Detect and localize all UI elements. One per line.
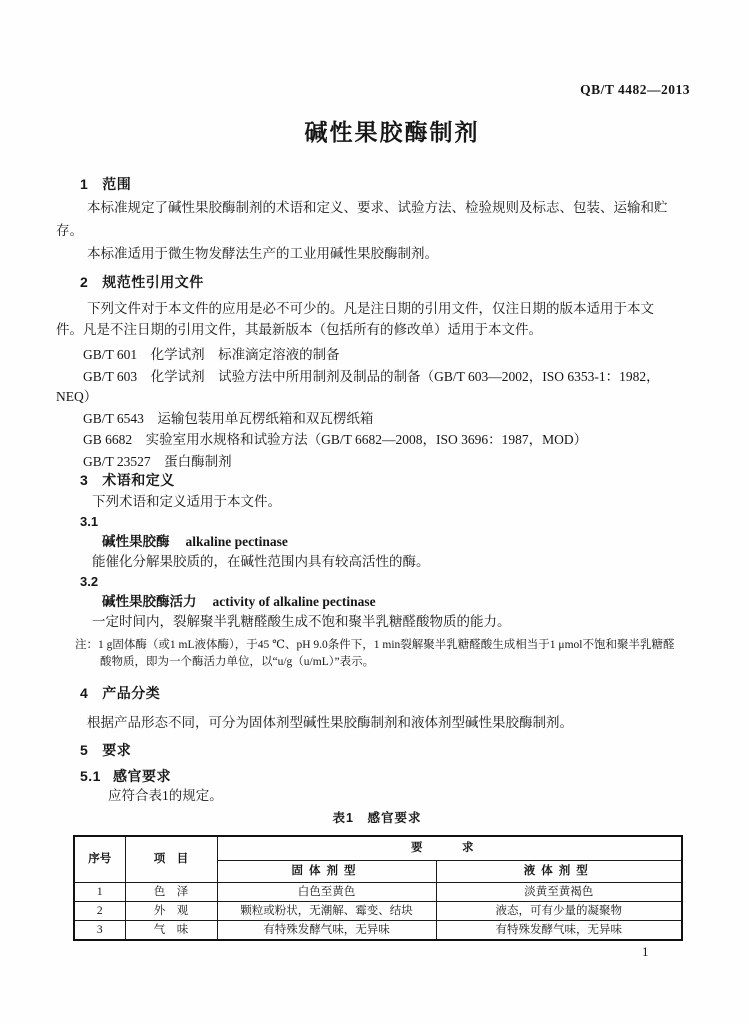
cell-solid: 有特殊发酵气味，无异味	[217, 921, 436, 941]
reference-item: GB/T 6543 运输包装用单瓦楞纸箱和双瓦楞纸箱	[83, 410, 374, 426]
section-heading-terms	[80, 470, 692, 490]
table1-block	[56, 808, 668, 941]
section-title: 产品分类	[102, 685, 161, 701]
cell-index: 3	[74, 921, 125, 941]
reference-item: GB/T 601 化学试剂 标准滴定溶液的制备	[83, 347, 340, 362]
section-title: 术语和定义	[102, 472, 175, 488]
term-number: 3.2	[80, 574, 99, 589]
section-number: 4	[80, 685, 89, 701]
page-number: 1	[642, 944, 649, 959]
term-entry	[102, 592, 668, 612]
section-title: 感官要求	[112, 768, 171, 784]
section-heading-normative	[80, 272, 692, 292]
section-number: 2	[80, 274, 89, 290]
section-number: 1	[80, 176, 89, 192]
section-title: 范围	[102, 176, 132, 192]
reference-item: GB 6682 实验室用水规格和试验方法（GB/T 6682—2008，ISO 3696：1987，MOD）	[83, 432, 588, 447]
reference-list	[56, 345, 668, 472]
paragraph: 下列文件对于本文件的应用是必不可少的。凡是注日期的引用文件，仅注日期的版本适用于本文件。凡是不注日期的引用文件，其最新版本（包括所有的修改单）适用于本文件。	[56, 301, 654, 337]
reference-item: GB/T 603 化学试剂 试验方法中所用制剂及制品的制备（GB/T 603—2002，ISO 6353-1：1982，NEQ）	[56, 368, 660, 404]
column-header-solid: 固体剂型	[217, 861, 436, 883]
cell-solid: 颗粒或粉状，无潮解、霉变、结块	[217, 902, 436, 921]
term-name-en: alkaline pectinase	[185, 534, 288, 549]
column-header-liquid: 液体剂型	[436, 861, 682, 883]
term-definition: 一定时间内，裂解聚半乳糖醛酸生成不饱和聚半乳糖醛酸物质的能力。	[92, 614, 511, 629]
doc-number: QB/T 4482—2013	[580, 82, 690, 97]
term-name-en: activity of alkaline pectinase	[212, 594, 376, 609]
table-row	[74, 883, 682, 902]
reference-item: GB/T 23527 蛋白酶制剂	[83, 453, 232, 469]
paragraph: 本标准规定了碱性果胶酶制剂的术语和定义、要求、试验方法、检验规则及标志、包装、运输和贮存。	[56, 200, 668, 238]
paragraph: 根据产品形态不同，可分为固体剂型碱性果胶酶制剂和液体剂型碱性果胶酶制剂。	[87, 715, 573, 730]
paragraph: 应符合表1的规定。	[108, 788, 223, 803]
term-definition: 能催化分解果胶质的，在碱性范围内具有较高活性的酶。	[92, 554, 430, 569]
cell-item: 色 泽	[125, 883, 217, 902]
table-row	[74, 902, 682, 921]
subsection-sensory-body	[56, 786, 668, 806]
term-number: 3.1	[80, 514, 99, 529]
sensory-requirements-table	[73, 835, 683, 941]
cell-index: 2	[74, 902, 125, 921]
section-number: 3	[80, 472, 89, 488]
table-row	[74, 921, 682, 941]
cell-item: 气 味	[125, 921, 217, 941]
term-name-cn: 碱性果胶酶活力	[102, 594, 197, 609]
section-heading-scope	[80, 174, 692, 194]
column-header-item: 项 目	[125, 836, 217, 883]
column-header-requirement: 要 求	[217, 836, 682, 861]
cell-item: 外 观	[125, 902, 217, 921]
term-entry	[102, 532, 668, 552]
cell-liquid: 有特殊发酵气味，无异味	[436, 921, 682, 941]
section-heading-classification	[80, 683, 692, 703]
section-terms-body	[56, 492, 675, 671]
cell-solid: 白色至黄色	[217, 883, 436, 902]
subsection-heading-sensory	[80, 766, 692, 786]
document-title: 碱性果胶酶制剂	[304, 119, 480, 145]
paragraph: 下列术语和定义适用于本文件。	[92, 494, 281, 509]
term-name-cn: 碱性果胶酶	[102, 534, 170, 549]
section-number: 5	[80, 742, 89, 758]
table-caption: 表1 感官要求	[332, 811, 422, 825]
column-header-index: 序号	[74, 836, 125, 883]
section-classification-body	[56, 712, 668, 735]
paragraph: 本标准适用于微生物发酵法生产的工业用碱性果胶酶制剂。	[87, 246, 438, 261]
section-title: 规范性引用文件	[102, 274, 204, 290]
section-normative-body	[56, 298, 668, 473]
term-note: 注：1 g固体酶（或1 mL液体酶），于45 ℃、pH 9.0条件下，1 min裂解聚半乳糖醛酸生成相当于1 μmol不饱和聚半乳糖醛酸物质，即为一个酶活力单位，以“u/g（u/mL）”表示。	[75, 639, 675, 668]
section-scope-body	[56, 197, 668, 266]
cell-liquid: 液态，可有少量的凝聚物	[436, 902, 682, 921]
cell-liquid: 淡黄至黄褐色	[436, 883, 682, 902]
cell-index: 1	[74, 883, 125, 902]
section-title: 要求	[102, 742, 132, 758]
section-number: 5.1	[80, 768, 101, 784]
section-heading-requirements	[80, 740, 692, 760]
